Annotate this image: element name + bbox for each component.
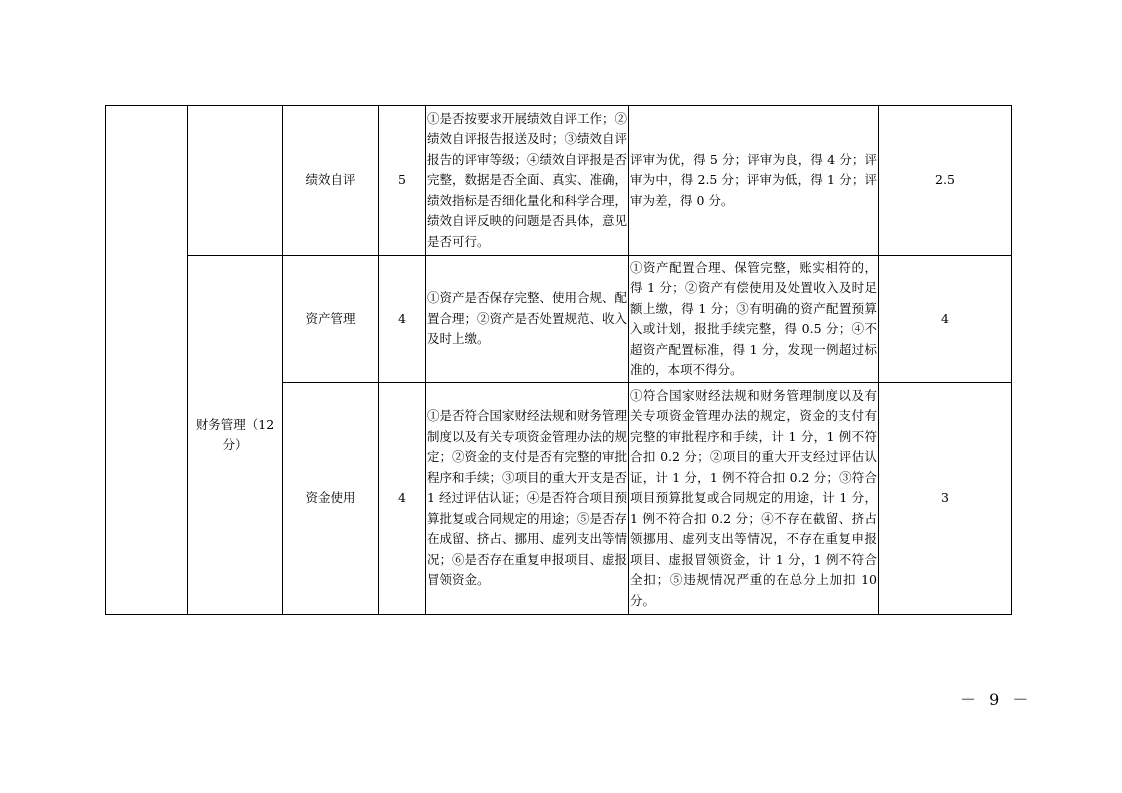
weight-cell: 4	[379, 256, 426, 383]
standard-cell: ①符合国家财经法规和财务管理制度以及有关专项资金管理办法的规定，资金的支付有完整的审批程序和手续，计 1 分，1 例不符合扣 0.2 分；②项目的重大开支经过评估认证，计 1 分，1 例不符合扣 0.2 分；③符合项目预算批复或合同规定的用途，计 1 分，1 例不符合扣 0.2 分；④不存在截留、挤占领挪用、虚列支出等情况，不存在重复申报项目、虚报冒领资金，计 1 分，1 例不符合全扣；⑤违规情况严重的在总分上加扣 10 分。	[629, 383, 879, 615]
criterion-cell: 资金使用	[283, 383, 379, 615]
score-cell: 4	[879, 256, 1012, 383]
criterion-cell: 绩效自评	[283, 106, 379, 256]
evaluation-table	[105, 105, 1012, 615]
points-cell: ①是否按要求开展绩效自评工作；②绩效自评报告报送及时；③绩效自评报告的评审等级；④绩效自评报是否完整，数据是否全面、真实、准确，绩效指标是否细化量化和科学合理，绩效自评反映的问题是否具体，意见是否可行。	[426, 106, 629, 256]
standard-cell: 评审为优，得 5 分；评审为良，得 4 分；评审为中，得 2.5 分；评审为低，得 1 分；评审为差，得 0 分。	[629, 106, 879, 256]
page-number: － 9 －	[960, 690, 1033, 709]
score-cell: 2.5	[879, 106, 1012, 256]
score-cell: 3	[879, 383, 1012, 615]
points-cell: ①资产是否保存完整、使用合规、配置合理；②资产是否处置规范、收入及时上缴。	[426, 256, 629, 383]
second-level-indicator-cell	[188, 106, 283, 256]
first-level-indicator-cell	[106, 106, 188, 615]
criterion-cell: 资产管理	[283, 256, 379, 383]
table-row	[106, 256, 1012, 383]
weight-cell: 4	[379, 383, 426, 615]
group-label-cell: 财务管理（12 分）	[188, 256, 283, 615]
table-row	[106, 106, 1012, 256]
points-cell: ①是否符合国家财经法规和财务管理制度以及有关专项资金管理办法的规定；②资金的支付是否有完整的审批程序和手续；③项目的重大开支是否 1 经过评估认证；④是否符合项目预算批复或合同规定的用途；⑤是否存在成留、挤占、挪用、虚列支出等情况；⑥是否存在重复申报项目、虚报冒领资金。	[426, 383, 629, 615]
weight-cell: 5	[379, 106, 426, 256]
standard-cell: ①资产配置合理、保管完整，账实相符的，得 1 分；②资产有偿使用及处置收入及时足额上缴，得 1 分；③有明确的资产配置预算入或计划，报批手续完整，得 0.5 分；④不超资产配置标准，得 1 分，发现一例超过标准的，本项不得分。	[629, 256, 879, 383]
